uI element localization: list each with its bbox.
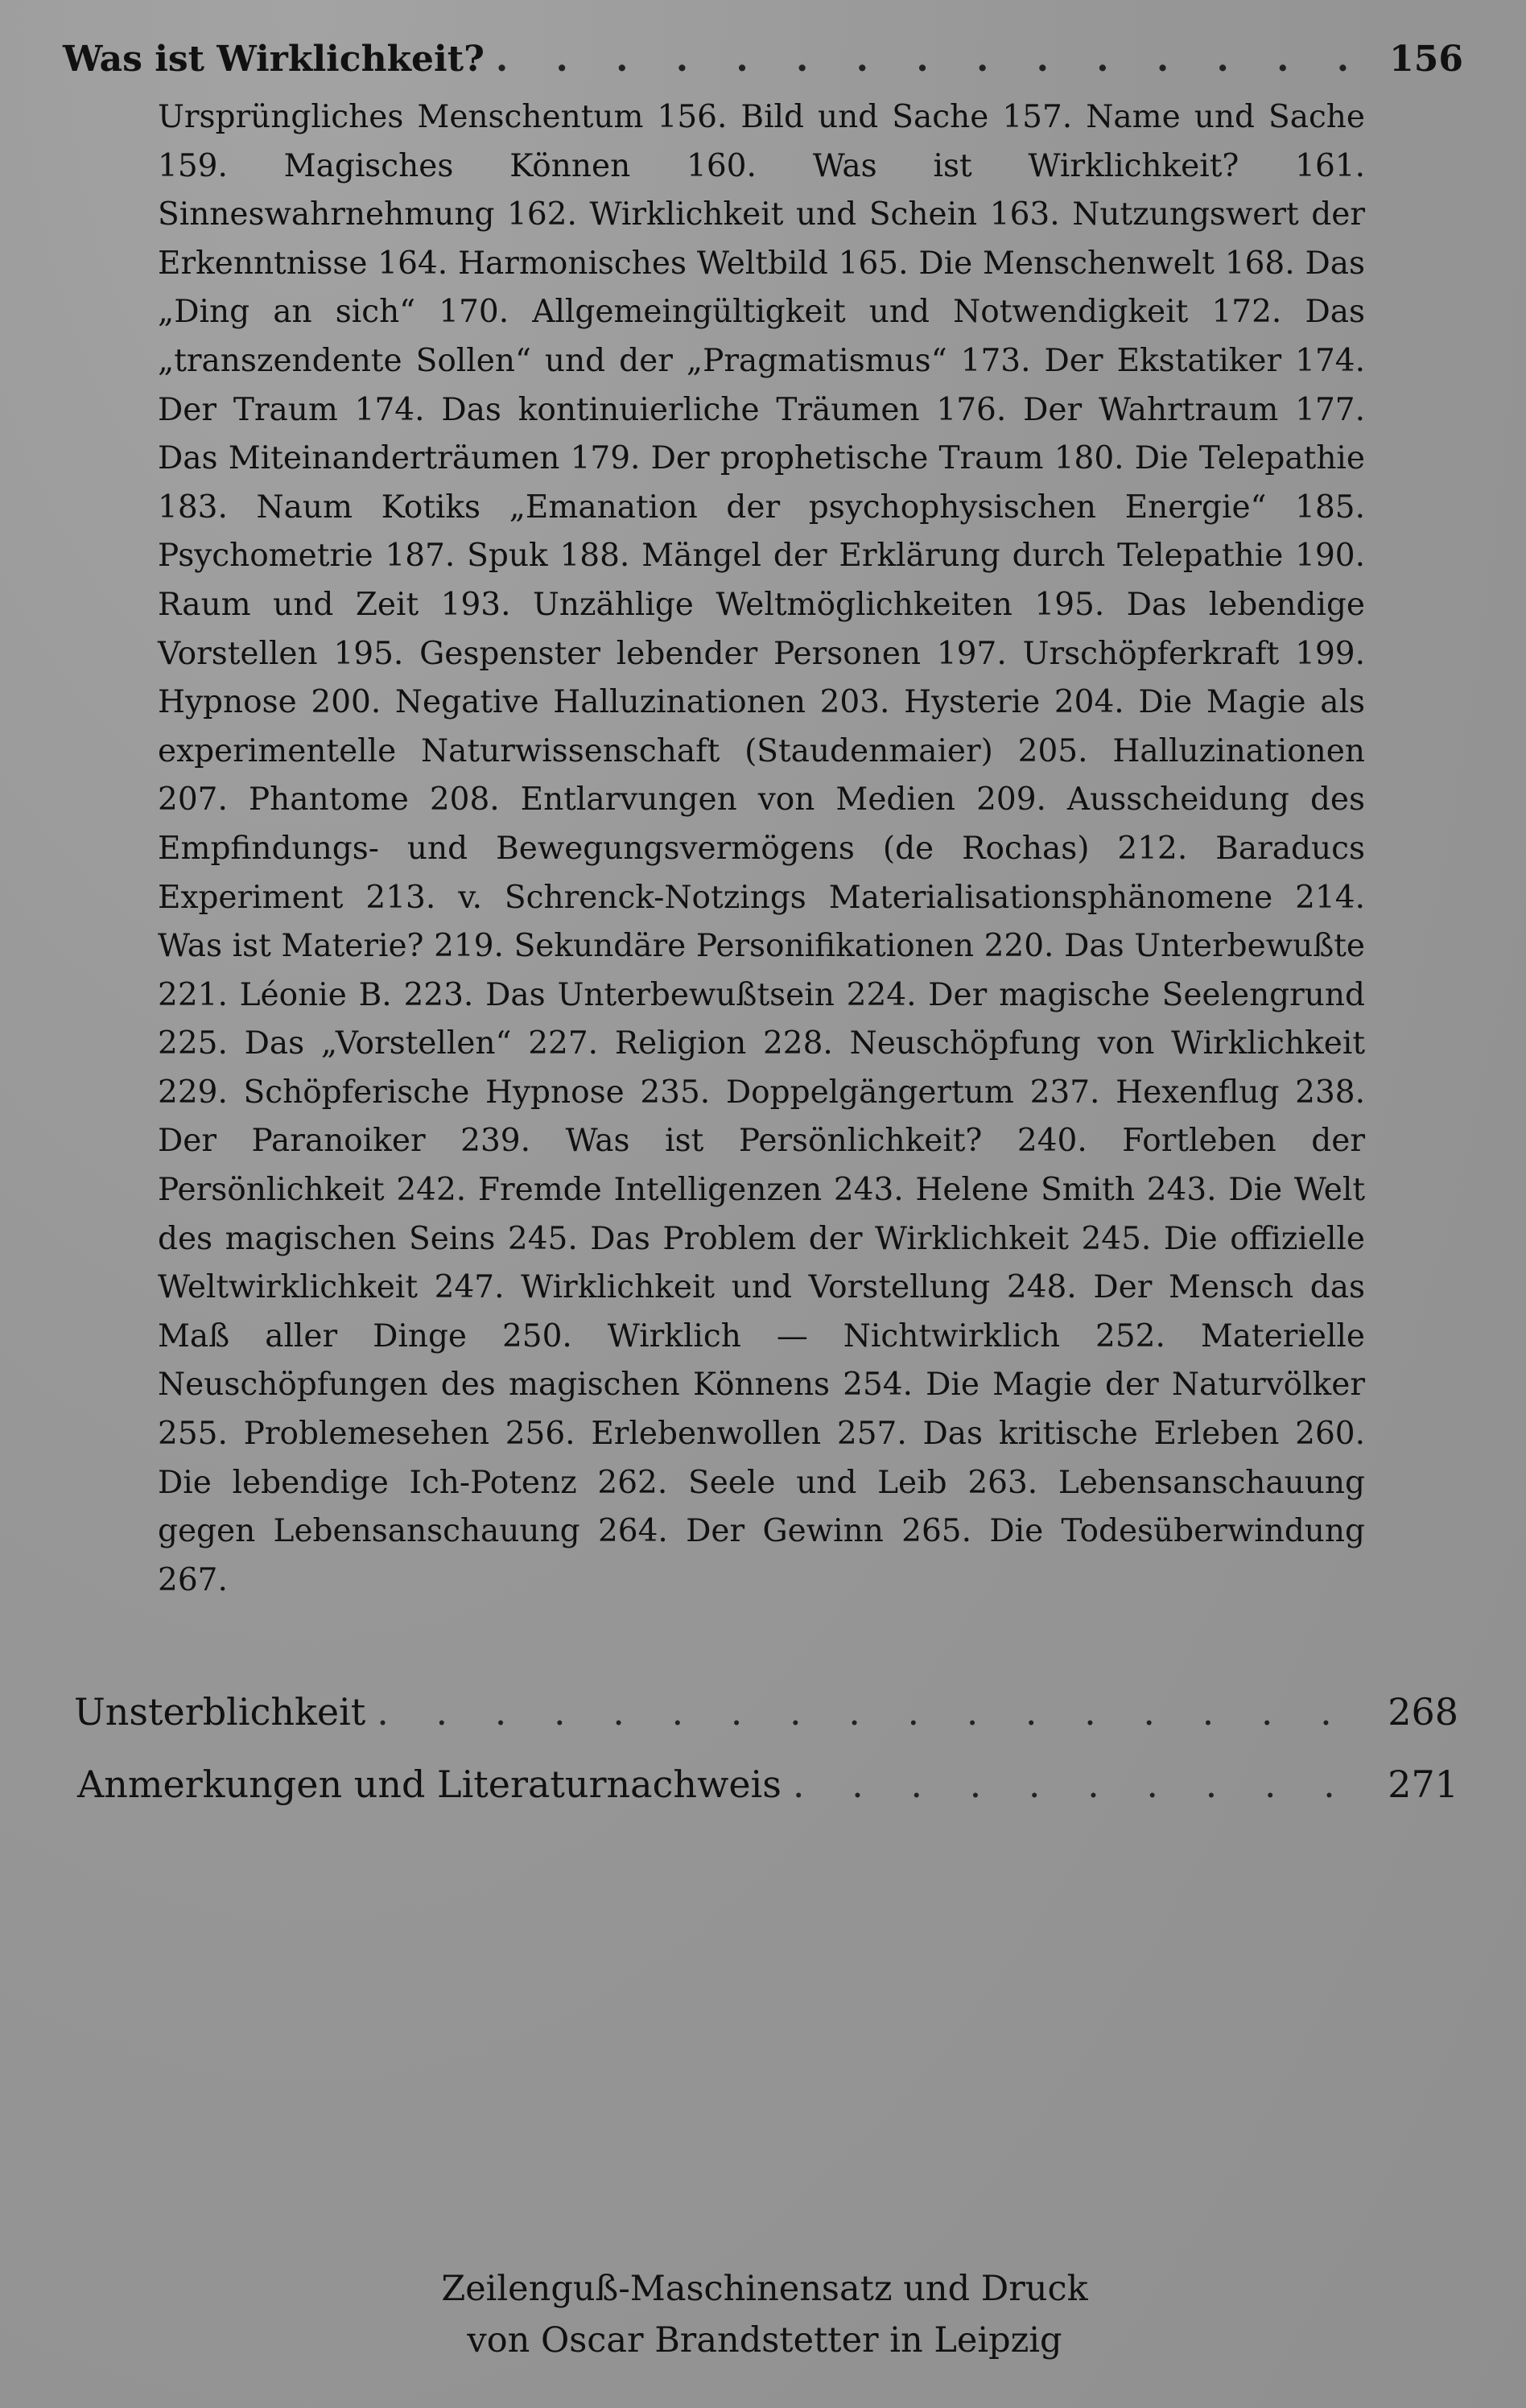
toc-heading-title: Anmerkungen und Literaturnachweis [77,1763,782,1806]
toc-heading-title: Was ist Wirklichkeit? [63,39,485,80]
toc-page-number: 268 [1388,1690,1458,1734]
dot-leader [793,1763,1376,1806]
toc-page-number: 156 [1389,39,1463,80]
dot-leader [377,1690,1376,1734]
toc-heading-anmerkungen [77,1763,1458,1806]
toc-heading-was-ist-wirklichkeit [63,39,1463,80]
toc-subentries-paragraph: Ursprüngliches Menschentum 156. Bild und Sache 157. Name und Sache 159. Magisches Können 160. Was ist Wirklichkeit? 161. Sinneswahrnehmung 162. Wirklichkeit und Schein 163. Nutzungswert der Erkenntnisse 164. Harmonisches Weltbild 165. Die Menschenwelt 168. Das „Ding an sich“ 170. Allgemeingültigkeit und Notwendigkeit 172. Das „transzendente Sollen“ und der „Pragmatismus“ 173. Der Ekstatiker 174. Der Traum 174. Das kontinuierliche Träumen 176. Der Wahrtraum 177. Das Miteinanderträumen 179. Der prophetische Traum 180. Die Telepathie 183. Naum Kotiks „Emanation der psychophysischen Energie“ 185. Psychometrie 187. Spuk 188. Mängel der Erklärung durch Telepathie 190. Raum und Zeit 193. Unzählige Weltmöglichkeiten 195. Das lebendige Vorstellen 195. Gespenster lebender Personen 197. Urschöpferkraft 199. Hypnose 200. Negative Halluzinationen 203. Hysterie 204. Die Magie als experimentelle Naturwissenschaft (Staudenmaier) 205. Halluzinationen 207. Phantome 208. Entlarvungen von Medien 209. Ausscheidung des Empfindungs- und Bewegungsvermögens (de Rochas) 212. Baraducs Experiment 213. v. Schrenck-Notzings Materialisationsphänomene 214. Was ist Materie? 219. Sekundäre Personifikationen 220. Das Unterbewußte 221. Léonie B. 223. Das Unterbewußtsein 224. Der magische Seelengrund 225. Das „Vorstellen“ 227. Religion 228. Neuschöpfung von Wirklichkeit 229. Schöpferische Hypnose 235. Doppelgängertum 237. Hexenflug 238. Der Paranoiker 239. Was ist Persönlichkeit? 240. Fortleben der Persönlichkeit 242. Fremde Intelligenzen 243. Helene Smith 243. Die Welt des magischen Seins 245. Das Problem der Wirklichkeit 245. Die offizielle Weltwirklichkeit 247. Wirklichkeit und Vorstellung 248. Der Mensch das Maß aller Dinge 250. Wirklich — Nichtwirklich 252. Materielle Neuschöpfungen des magischen Könnens 254. Die Magie der Naturvölker 255. Problemesehen 256. Erlebenwollen 257. Das kritische Erleben 260. Die lebendige Ich-Potenz 262. Seele und Leib 263. Lebensanschauung gegen Lebensanschauung 264. Der Gewinn 265. Die Todesüberwindung 267. [158,99,1365,1598]
toc-page-number: 271 [1388,1763,1458,1806]
colophon-line-2: von Oscar Brandstetter in Leipzig [467,2320,1062,2361]
toc-heading-title: Unsterblichkeit [74,1690,366,1734]
printer-colophon [386,2263,1143,2366]
dot-leader [496,39,1378,80]
colophon-line-1: Zeilenguß-Maschinensatz und Druck [441,2269,1088,2309]
toc-heading-unsterblichkeit [74,1690,1458,1734]
